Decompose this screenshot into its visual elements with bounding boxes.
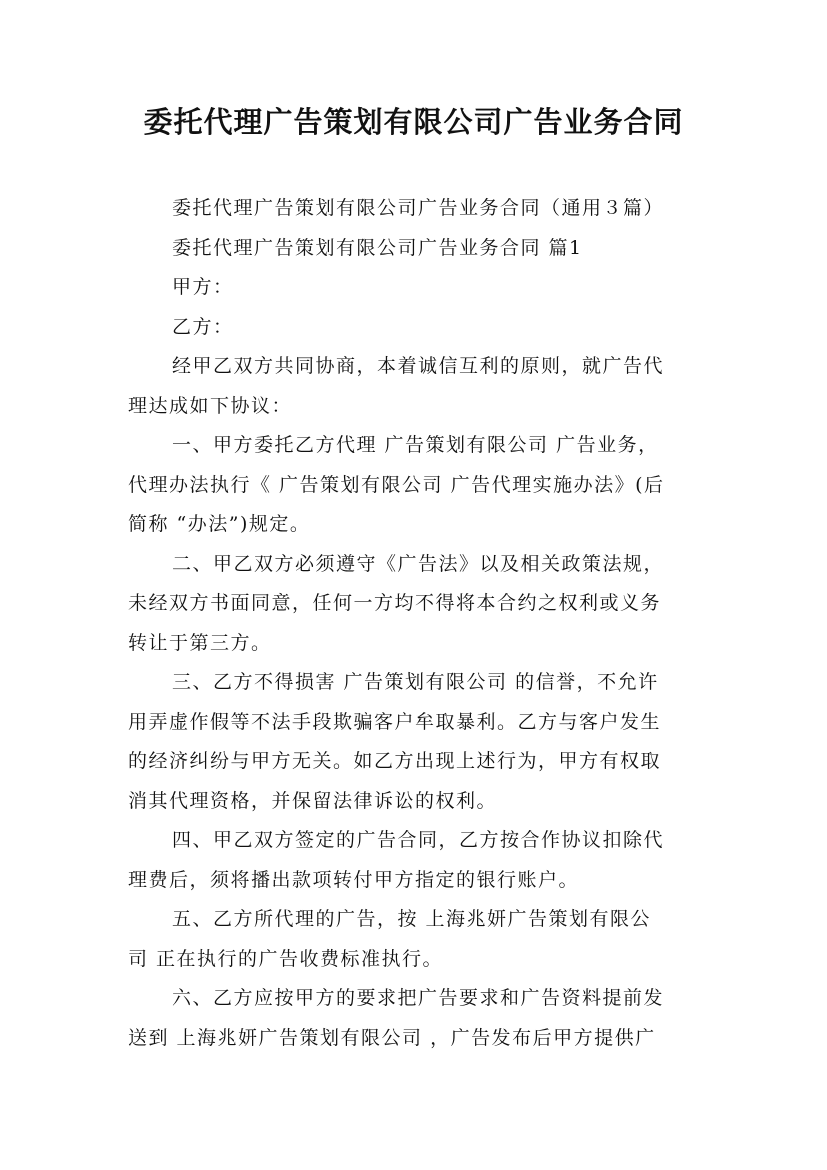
text-line: 经甲乙双方共同协商，本着诚信互利的原则，就广告代 [172,355,665,377]
text-line: 二、甲乙双方必须遵守《广告法》以及相关政策法规， [172,552,665,575]
document-title: 委托代理广告策划有限公司广告业务合同 [143,105,684,139]
text-line: 乙方： [172,315,234,338]
text-line: 三、乙方不得损害 广告策划有限公司 的信誉，不允许 [172,671,659,693]
text-line: 五、乙方所代理的广告，按 上海兆妍广告策划有限公 [172,908,652,930]
text-line: 司 正在执行的广告收费标准执行。 [128,947,444,970]
text-line: 六、乙方应按甲方的要求把广告要求和广告资料提前发 [172,987,665,1009]
text-line: 送到 上海兆妍广告策划有限公司 ，广告发布后甲方提供广 [128,1026,656,1049]
text-line: 转让于第三方。 [128,631,272,654]
text-line: 理费后，须将播出款项转付甲方指定的银行账户。 [128,868,580,891]
text-line: 四、甲乙双方签定的广告合同，乙方按合作协议扣除代 [172,829,665,851]
document-body [128,189,714,1058]
text-line: 消其代理资格，并保留法律诉讼的权利。 [128,789,498,812]
text-line: 委托代理广告策划有限公司广告业务合同（通用３篇） [172,197,665,219]
text-line: 委托代理广告策划有限公司广告业务合同 篇1 [172,236,583,259]
text-line: 一、甲方委托乙方代理 广告策划有限公司 广告业务， [172,434,659,456]
text-line: 代理办法执行《 广告策划有限公司 广告代理实施办法》(后 [128,473,665,496]
text-line: 用弄虚作假等不法手段欺骗客户牟取暴利。乙方与客户发生 [128,710,662,733]
text-line: 的经济纠纷与甲方无关。如乙方出现上述行为，甲方有权取 [128,750,662,772]
text-line: 甲方： [172,276,234,298]
text-line: 理达成如下协议： [128,394,293,417]
text-line: 未经双方书面同意，任何一方均不得将本合约之权利或义务 [128,592,662,614]
text-line: 简称 “办法”)规定。 [128,513,311,535]
